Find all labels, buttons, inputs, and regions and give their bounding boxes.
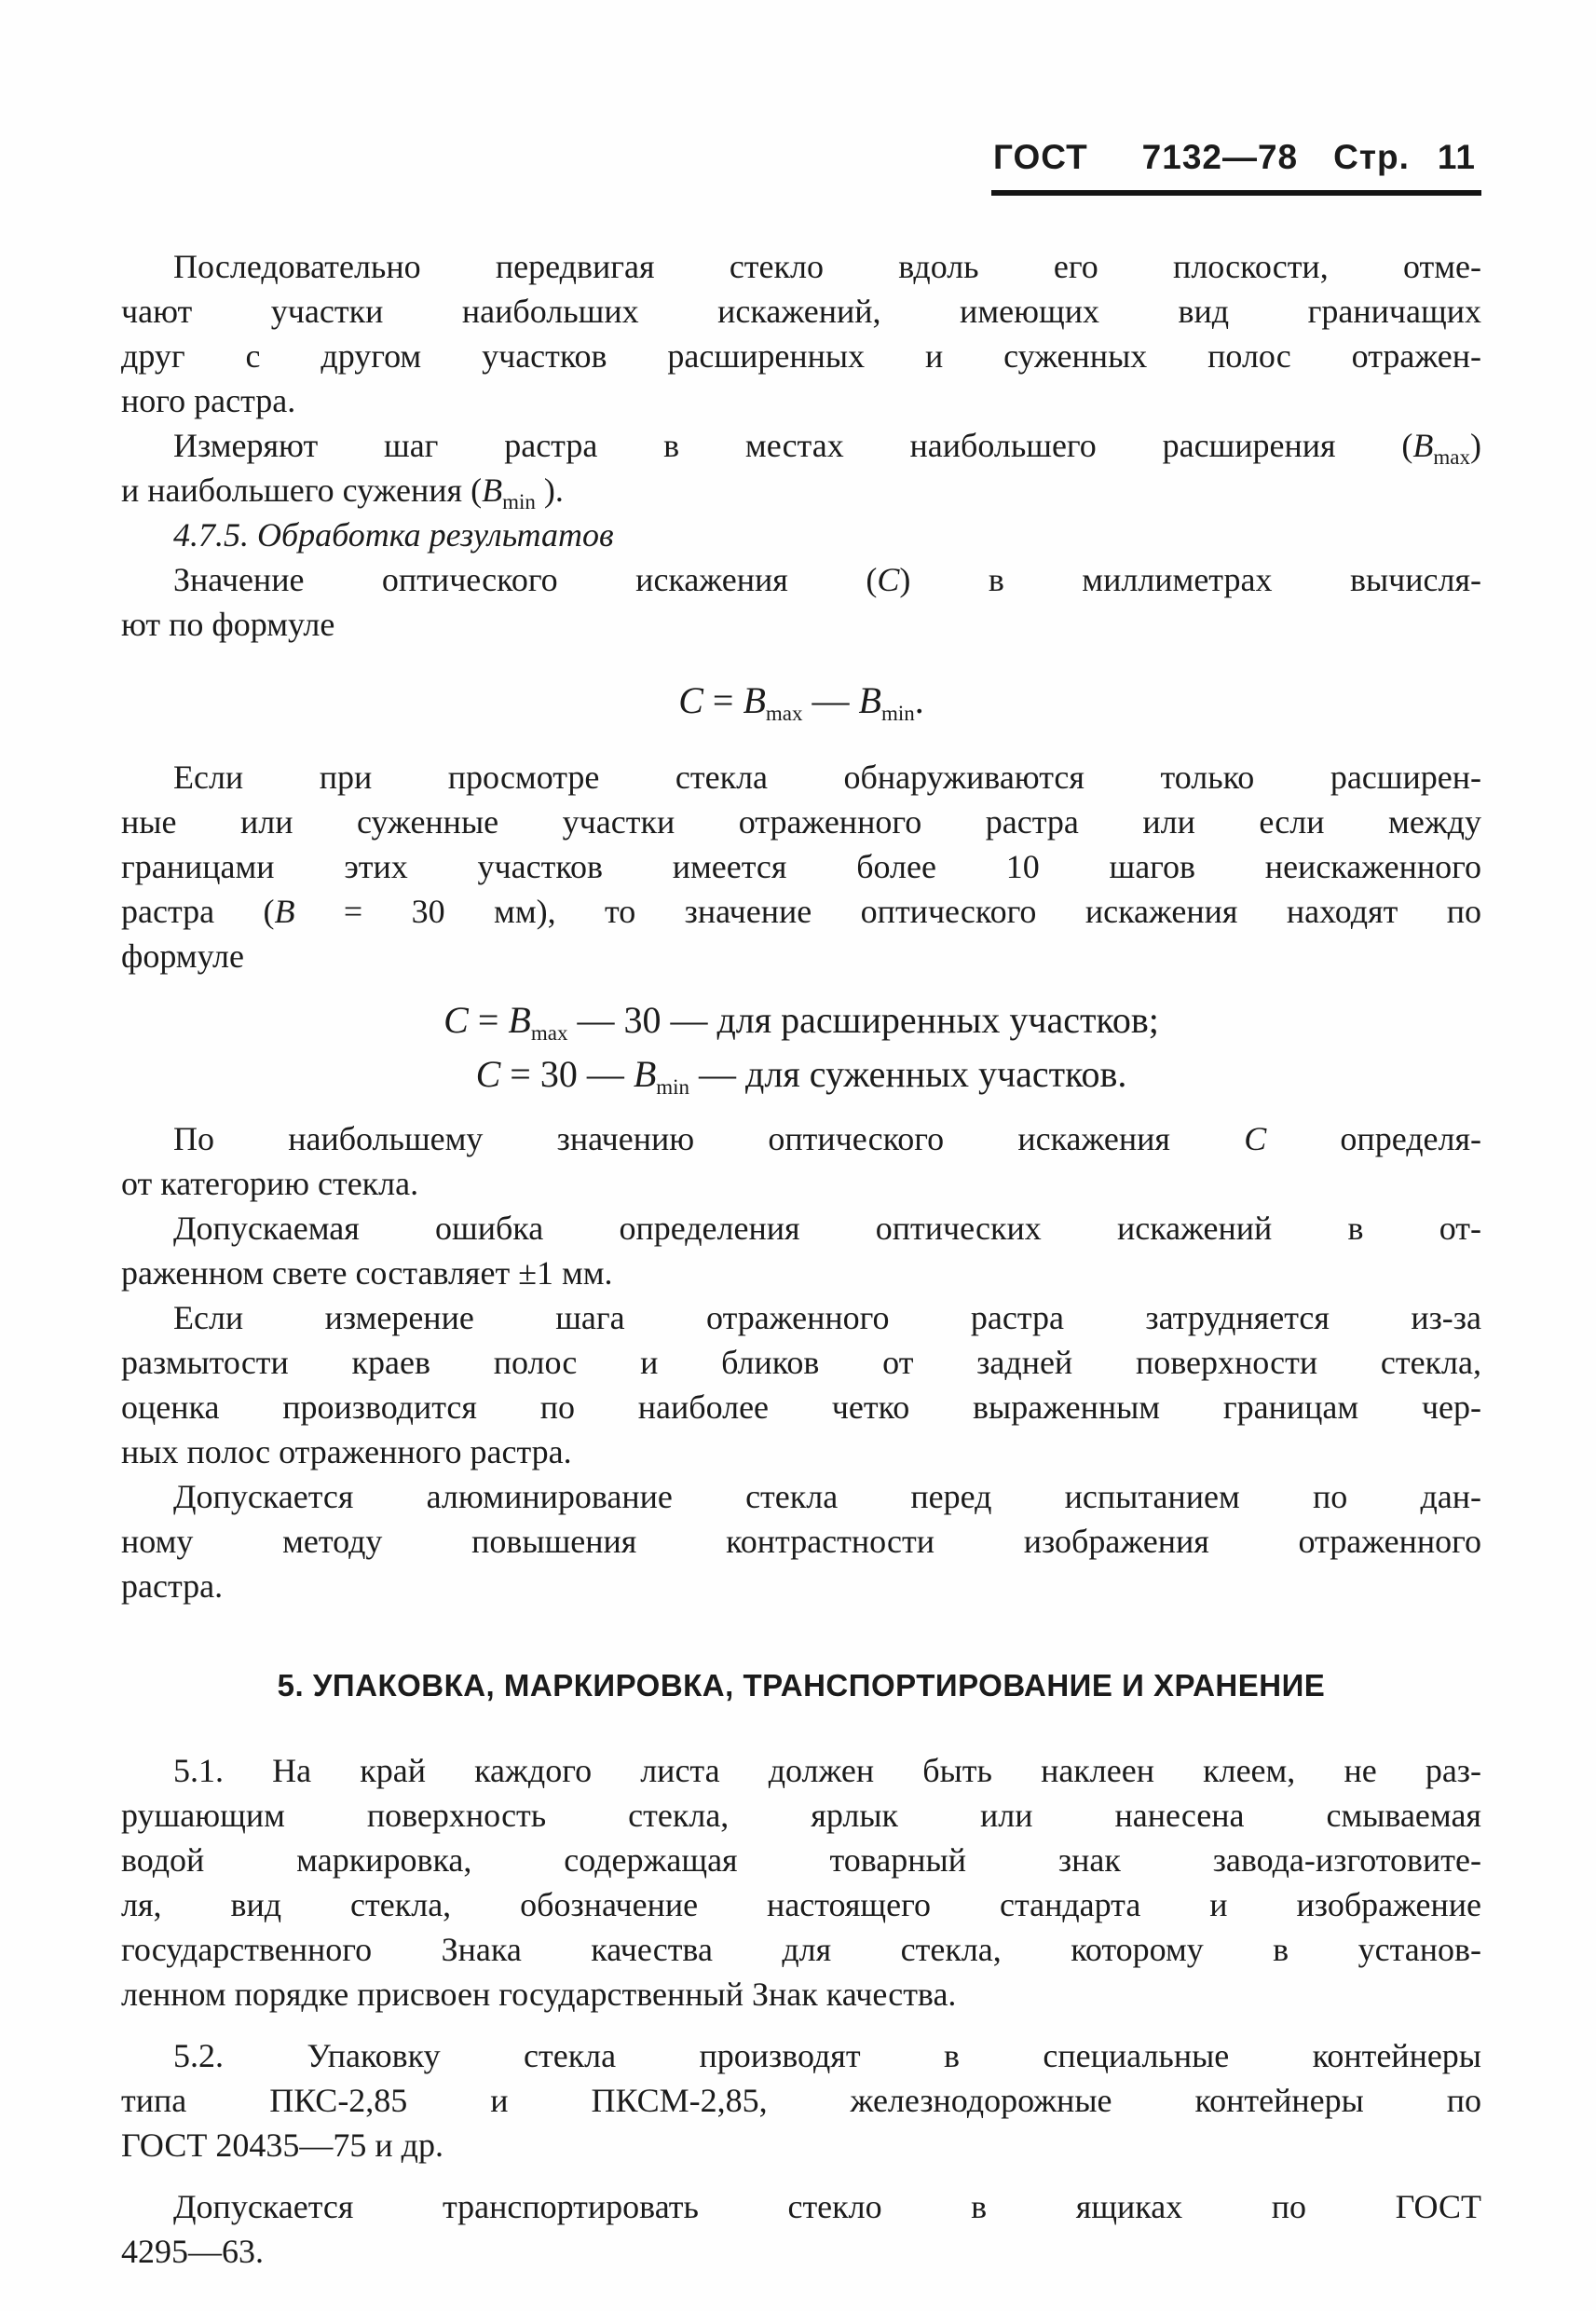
para-if-only-expanded [121, 755, 1481, 978]
text-line: оценка производится по наиболее четко выраженным границам чер- [121, 1388, 1481, 1426]
text-line: Последовательно передвигая стекло вдоль его плоскости, отме- [173, 248, 1481, 285]
para-glass-category [121, 1116, 1481, 1206]
text-line: типа ПКС-2,85 и ПКСМ-2,85, железнодорожные контейнеры по [121, 2082, 1481, 2119]
para-aluminizing-allowed [121, 1474, 1481, 1608]
text-line: 4295—63. [121, 2233, 264, 2270]
header-gost-label: ГОСТ [993, 138, 1088, 176]
text-line: 4.7.5. Обработка результатов [173, 516, 614, 554]
text-line: Если измерение шага отраженного растра затрудняется из-за [173, 1299, 1481, 1336]
text-line: ля, вид стекла, обозначение настоящего стандарта и изображение [121, 1886, 1481, 1923]
para-5-1-labeling [121, 1748, 1481, 2017]
text-line: ного растра. [121, 382, 296, 419]
formula-expanded-narrowed-cases [121, 993, 1481, 1101]
header-standard-number: 7132—78 [1141, 138, 1299, 176]
text-line: Допускается алюминирование стекла перед испытанием по дан- [173, 1478, 1481, 1515]
para-measurement-difficulty [121, 1295, 1481, 1474]
para-distortion-value [121, 557, 1481, 647]
text-line: от категорию стекла. [121, 1165, 419, 1202]
text-line: $C = B_{max}$ — 30 — для расширенных участков; [443, 999, 1159, 1045]
para-moving-glass [121, 244, 1481, 423]
text-line: ному методу повышения контрастности изображения отраженного [121, 1523, 1481, 1560]
text-line: 5.2. Упаковку стекла производят в специальные контейнеры [173, 2037, 1481, 2074]
text-line: ют по формуле [121, 606, 335, 643]
text-line: водой маркировка, содержащая товарный знак завода-изготовите- [121, 1841, 1481, 1879]
text-line: друг с другом участков расширенных и суженных полос отражен- [121, 337, 1481, 375]
formula-c-bmax-bmin [121, 675, 1481, 727]
text-line: $C = B_{max}$ — $B_{min}$. [678, 679, 924, 725]
text-line: растра. [121, 1567, 224, 1605]
text-line: раженном свете составляет ±1 мм. [121, 1254, 613, 1292]
text-line: Допускаемая ошибка определения оптических искажений в от- [173, 1210, 1481, 1247]
text-line: Если при просмотре стекла обнаруживаются только расширен- [173, 759, 1481, 796]
running-header [991, 138, 1481, 196]
document-body [121, 244, 1481, 2274]
para-measure-raster-step [121, 423, 1481, 513]
text-line: размытости краев полос и бликов от задней поверхности стекла, [121, 1344, 1481, 1381]
text-line: растра (B = 30 мм), то значение оптического искажения находят по [121, 893, 1481, 930]
text-line: ных полос отраженного растра. [121, 1433, 572, 1470]
text-line: Значение оптического искажения (C) в миллиметрах вычисля- [173, 561, 1482, 598]
para-5-2-packing [121, 2033, 1481, 2167]
text-line: формуле [121, 937, 244, 975]
text-line: ленном порядке присвоен государственный Знак качества. [121, 1976, 957, 2013]
text-line: ные или суженные участки отраженного растра или если между [121, 803, 1481, 841]
para-allowed-error [121, 1206, 1481, 1295]
text-line: границами этих участков имеется более 10 шагов неискаженного [121, 848, 1481, 885]
text-line: государственного Знака качества для стекла, которому в установ- [121, 1931, 1481, 1968]
text-line: 5.1. На край каждого листа должен быть наклеен клеем, не раз- [173, 1752, 1481, 1789]
text-line: Допускается транспортировать стекло в ящиках по ГОСТ [173, 2188, 1481, 2225]
text-line: чают участки наибольших искажений, имеющих вид граничащих [121, 293, 1481, 330]
text-line: рушающим поверхность стекла, ярлык или нанесена смываемая [121, 1797, 1481, 1834]
text-line: ГОСТ 20435—75 и др. [121, 2126, 443, 2164]
section-5-heading: 5. УПАКОВКА, МАРКИРОВКА, ТРАНСПОРТИРОВАНИЕ И ХРАНЕНИЕ [277, 1668, 1326, 1702]
clause-4-7-5-title [121, 513, 1481, 557]
header-page-label: Стр. [1333, 138, 1410, 176]
para-transport-boxes [121, 2184, 1481, 2274]
header-page-number: 11 [1437, 138, 1476, 176]
text-line: Измеряют шаг растра в местах наибольшего расширения $(B_{max})$ [173, 427, 1481, 469]
text-line: и наибольшего сужения ($B_{min}$ ). [121, 472, 564, 513]
page-header [121, 138, 1481, 196]
text-line: C = 30 — $B_{min}$ — для суженных участков. [475, 1053, 1127, 1099]
text-line: По наибольшему значению оптического искажения C определя- [173, 1120, 1482, 1157]
